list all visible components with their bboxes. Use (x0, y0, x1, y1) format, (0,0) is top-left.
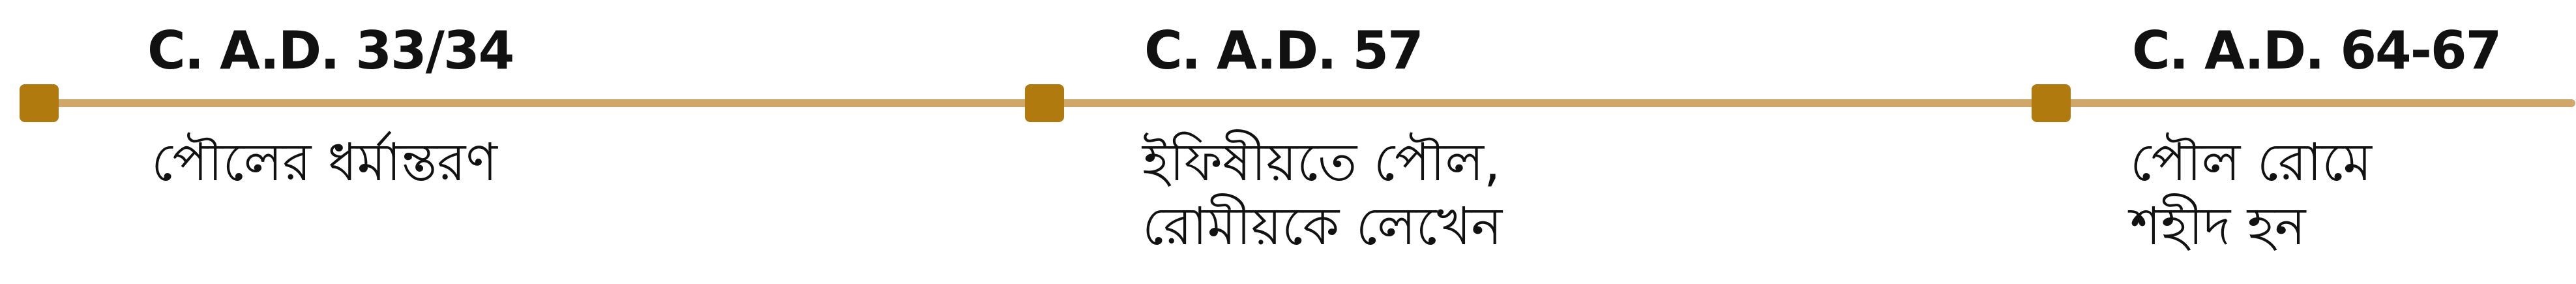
event-description-3-line-2: শহীদ হন (2130, 195, 2306, 257)
event-marker-3 (2032, 84, 2071, 122)
event-marker-2 (1025, 84, 1064, 122)
event-description-1 (151, 131, 497, 195)
timeline-axis-line (20, 99, 2575, 107)
event-date-1: C. A.D. 33/34 (147, 20, 514, 81)
event-marker-1 (20, 84, 59, 122)
event-date-2: C. A.D. 57 (1144, 20, 1423, 81)
event-description-2-line-1: ইফিষীয়তে পৌল, (1142, 132, 1501, 193)
event-description-2-line-2: রোমীয়কে লেখেন (1142, 195, 1503, 257)
event-description-3 (2130, 131, 2372, 258)
event-date-3: C. A.D. 64-67 (2132, 20, 2501, 81)
event-description-2 (1142, 131, 1502, 258)
event-description-1-line-1: পৌলের ধর্মান্তরণ (151, 132, 497, 193)
event-description-3-line-1: পৌল রোমে (2130, 132, 2372, 193)
